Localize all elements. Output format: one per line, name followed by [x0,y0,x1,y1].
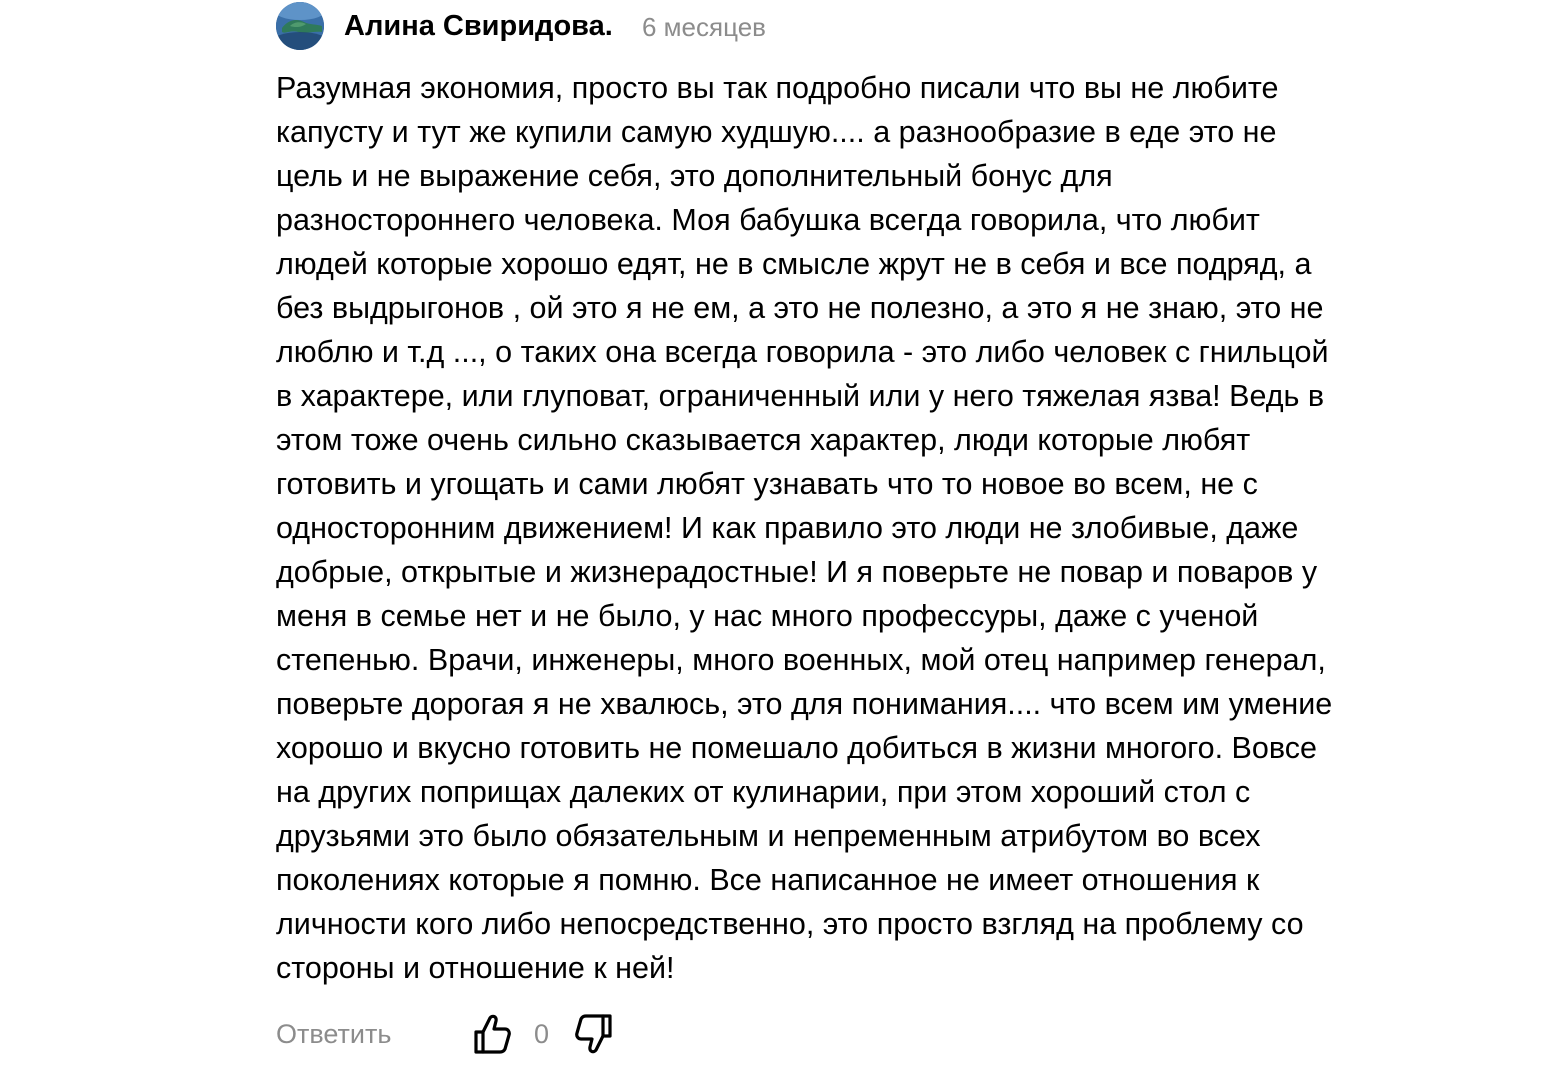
comment-text-line: Разумная экономия, просто вы так подробно писали что вы не любите [276,71,1279,105]
comment-timestamp[interactable]: 6 месяцев [642,12,766,42]
comment-text-line: разностороннего человека. Моя бабушка всегда говорила, что любит [276,203,1260,237]
thumbs-down-icon [574,1012,614,1056]
comment-text-line: поверьте дорогая я не хвалюсь, это для понимания.... что всем им умение [276,687,1333,721]
comment-text-line: цель и не выражение себя, это дополнительный бонус для [276,159,1113,193]
comment-text-line: хорошо и вкусно готовить не помешало добиться в жизни многого. Вовсе [276,731,1317,765]
comment-actions [276,1012,876,1058]
comment-text-line: поколениях которые я помню. Все написанное не имеет отношения к [276,863,1260,897]
comment-text-line: на других поприщах далеких от кулинарии, при этом хороший стол с [276,775,1251,809]
like-button[interactable] [472,1012,512,1056]
avatar-image [276,2,324,50]
comment-text-line: люблю и т.д ..., о таких она всегда говорила - это либо человек с гнильцой [276,335,1329,369]
author-name[interactable]: Алина Свиридова. [344,10,613,42]
comment-text-line: добрые, открытые и жизнерадостные! И я поверьте не повар и поваров у [276,555,1318,589]
comment-text-line: в характере, или глуповат, ограниченный или у него тяжелая язва! Ведь в [276,379,1325,413]
comment-header [276,0,1396,52]
comment-text-line: капусту и тут же купили самую худшую.... а разнообразие в еде это не [276,115,1277,149]
like-count: 0 [534,1019,550,1049]
comment-text-line: односторонним движением! И как правило это люди не злобивые, даже [276,511,1299,545]
comment-text-line: стороны и отношение к ней! [276,951,675,985]
comment-text-line: этом тоже очень сильно сказывается характер, люди которые любят [276,423,1251,457]
comment-text-line: готовить и угощать и сами любят узнавать что то новое во всем, не с [276,467,1258,501]
comment-text-line: степенью. Врачи, инженеры, много военных, мой отец например генерал, [276,643,1326,677]
comment-text-line: людей которые хорошо едят, не в смысле жрут не в себя и все подряд, а [276,247,1312,281]
comment-text [276,66,1396,990]
comment-text-line: без выдрыгонов , ой это я не ем, а это не полезно, а это я не знаю, это не [276,291,1324,325]
dislike-button[interactable] [574,1012,614,1056]
comment-text-line: меня в семье нет и не было, у нас много профессуры, даже с ученой [276,599,1259,633]
comment-text-line: личности кого либо непосредственно, это просто взгляд на проблему со [276,907,1304,941]
reply-button[interactable]: Ответить [276,1016,391,1052]
comment [276,0,1396,1049]
comment-text-line: друзьями это было обязательным и непременным атрибутом во всех [276,819,1261,853]
thumbs-up-icon [472,1012,512,1056]
avatar[interactable] [276,2,324,50]
